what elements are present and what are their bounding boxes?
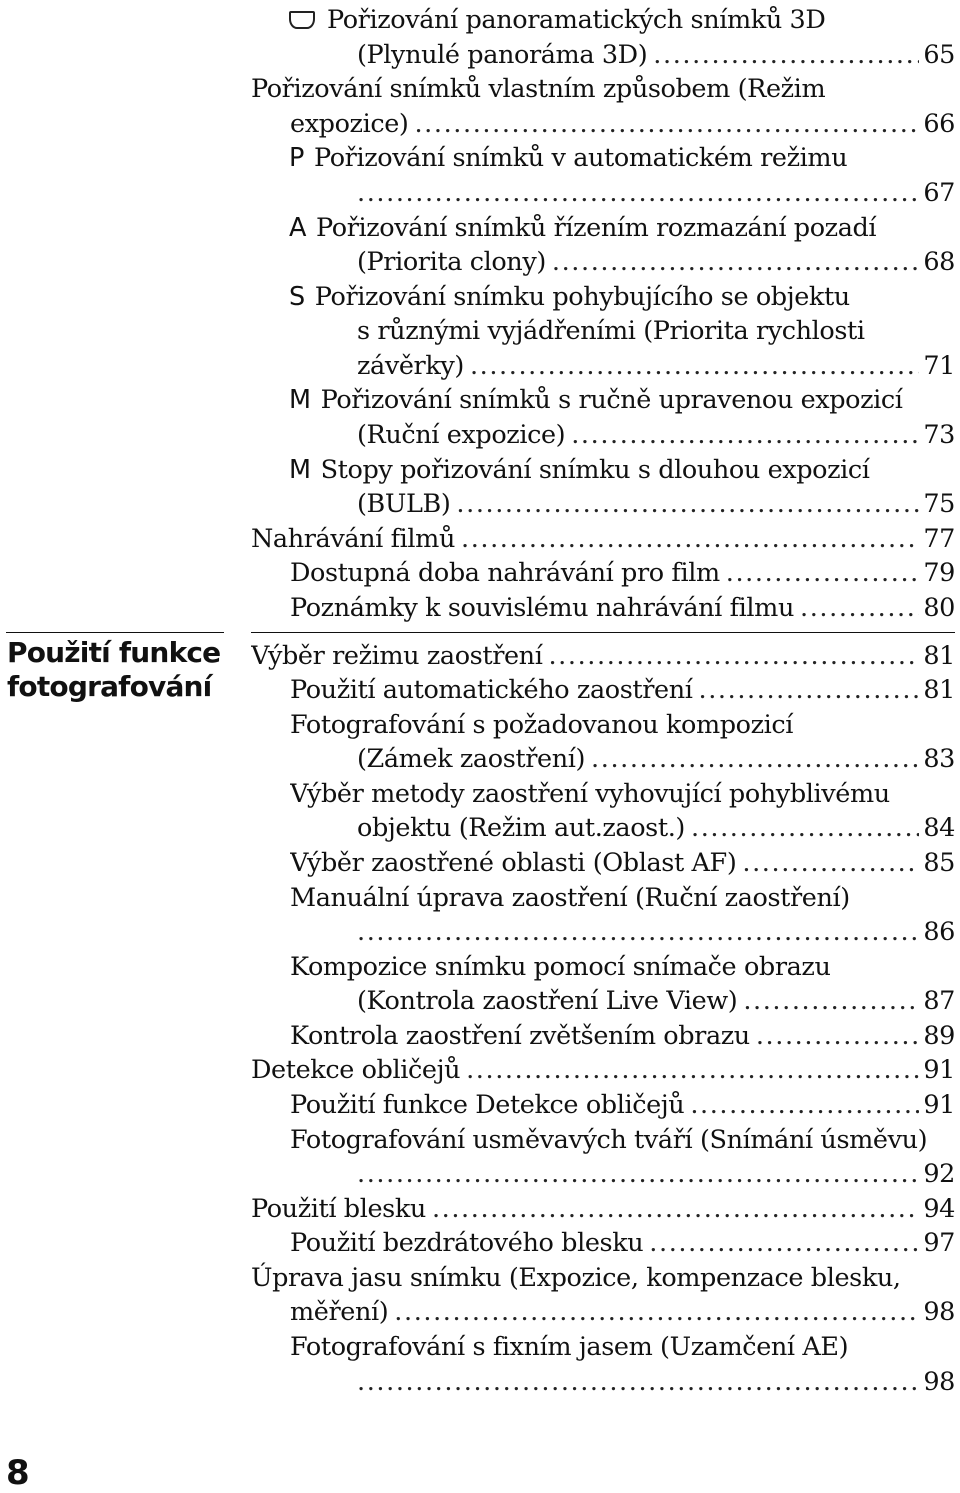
toc-page-number: 80: [923, 592, 955, 623]
toc-entry: [357, 348, 955, 383]
page-number: 8: [6, 1453, 30, 1493]
dot-leader: [357, 917, 919, 947]
dot-leader: [756, 1021, 920, 1051]
toc-entry-title: Pořizování snímku pohybujícího se objektu: [314, 281, 850, 312]
toc-entry: [357, 244, 955, 279]
toc-entry: [357, 741, 955, 776]
toc-entry: [290, 555, 955, 590]
toc-entry-title: Detekce obličejů: [251, 1054, 461, 1085]
toc-entry: [357, 810, 955, 845]
toc-page-number: 81: [923, 674, 955, 705]
toc-entry: [251, 1260, 955, 1295]
toc-entry: [357, 1156, 955, 1191]
toc-entry-title: Použití funkce Detekce obličejů: [290, 1089, 685, 1120]
toc-entry: [290, 949, 955, 984]
toc-entry-title: objektu (Režim aut.zaost.): [357, 812, 685, 843]
toc-entry-title: Kompozice snímku pomocí snímače obrazu: [290, 951, 831, 982]
toc-entry: [289, 279, 955, 314]
dot-leader: [456, 489, 919, 519]
toc-page-number: 98: [923, 1366, 955, 1397]
toc-page-number: 66: [923, 108, 955, 139]
toc-page-number: 85: [923, 847, 955, 878]
toc-entry-title: Pořizování snímků v automatickém režimu: [313, 142, 848, 173]
dot-leader: [591, 744, 919, 774]
toc-page-number: 94: [923, 1193, 955, 1224]
toc-page-number: 79: [923, 557, 955, 588]
toc-entry-title: s různými vyjádřeními (Priorita rychlosti: [357, 315, 865, 346]
toc-entry: [357, 983, 955, 1018]
dot-leader: [726, 558, 920, 588]
toc-entry: [289, 382, 955, 417]
toc-entry: [251, 521, 955, 556]
dot-leader: [548, 641, 919, 671]
toc-entry: [289, 210, 955, 245]
toc-entry: [290, 845, 955, 880]
toc-page-number: 98: [923, 1296, 955, 1327]
toc-entry: [290, 1329, 955, 1364]
toc-page-number: 81: [923, 640, 955, 671]
toc-entry: [357, 486, 955, 521]
toc-entry: [251, 71, 955, 106]
toc-entry-title: závěrky): [357, 350, 464, 381]
toc-page-number: 73: [923, 419, 955, 450]
toc-entry-title: Fotografování s fixním jasem (Uzamčení AE): [290, 1331, 849, 1362]
section-title-line: fotografování: [7, 670, 212, 703]
dot-leader: [432, 1194, 919, 1224]
mode-mark: M: [289, 454, 311, 485]
toc-entry: [357, 1364, 955, 1399]
toc-entry-title: Výběr metody zaostření vyhovující pohyblivému: [290, 778, 890, 809]
dot-leader: [414, 109, 919, 139]
toc-entry-title: Použití automatického zaostření: [290, 674, 693, 705]
toc-entry-title: (Plynulé panoráma 3D): [357, 39, 648, 70]
dot-leader: [357, 1159, 919, 1189]
toc-entry: [290, 1122, 955, 1157]
mode-mark: P: [289, 142, 304, 173]
toc-page-number: 87: [923, 985, 955, 1016]
toc-entry: [290, 776, 955, 811]
toc-entry-title: (Kontrola zaostření Live View): [357, 985, 738, 1016]
toc-entry: [290, 106, 955, 141]
dot-leader: [552, 247, 919, 277]
toc-entry-title: Pořizování snímků s ručně upravenou expozicí: [320, 384, 903, 415]
toc-entry-title: Nahrávání filmů: [251, 523, 455, 554]
dot-leader: [691, 813, 919, 843]
section-title-line: Použití funkce: [7, 636, 221, 669]
dot-leader: [461, 524, 919, 554]
section-divider: [251, 632, 955, 633]
toc-entry: [290, 672, 955, 707]
dot-leader: [742, 848, 919, 878]
mode-mark: A: [289, 212, 307, 243]
toc-entry-title: Fotografování usměvavých tváří (Snímání úsměvu): [290, 1124, 928, 1155]
dot-leader: [571, 420, 919, 450]
dot-leader: [699, 675, 920, 705]
toc-entry: [290, 880, 955, 915]
toc-entry-title: Pořizování snímků řízením rozmazání pozadí: [316, 212, 877, 243]
section-title: [7, 636, 237, 704]
toc-entry: [357, 914, 955, 949]
dot-leader: [653, 40, 919, 70]
dot-leader: [357, 1367, 919, 1397]
toc-entry-title: (Zámek zaostření): [357, 743, 586, 774]
dot-leader: [394, 1297, 919, 1327]
toc-entry-title: Výběr zaostřené oblasti (Oblast AF): [290, 847, 737, 878]
toc-entry-title: Stopy pořizování snímku s dlouhou expozicí: [320, 454, 870, 485]
toc-entry: [289, 140, 955, 175]
toc-page-number: 67: [923, 177, 955, 208]
panorama-3d-icon: [289, 11, 315, 29]
toc-entry: [357, 313, 955, 348]
dot-leader: [649, 1228, 919, 1258]
section-divider: [6, 632, 224, 633]
toc-entry: [251, 638, 955, 673]
dot-leader: [690, 1090, 919, 1120]
toc-page-number: 68: [923, 246, 955, 277]
toc-page-number: 86: [923, 916, 955, 947]
toc-entry: [251, 1052, 955, 1087]
toc-entry: [251, 1191, 955, 1226]
toc-entry: [357, 417, 955, 452]
toc-entry-title: (Priorita clony): [357, 246, 546, 277]
toc-entry: [290, 1018, 955, 1053]
toc-entry-title: měření): [290, 1296, 389, 1327]
toc-entry-title: expozice): [290, 108, 409, 139]
dot-leader: [357, 178, 919, 208]
toc-entry: [357, 37, 955, 72]
toc-entry-title: (BULB): [357, 488, 451, 519]
toc-entry-title: Pořizování snímků vlastním způsobem (Režim: [251, 73, 826, 104]
toc-page-number: 83: [923, 743, 955, 774]
toc-entry: [290, 1294, 955, 1329]
toc-page-number: 71: [923, 350, 955, 381]
mode-mark: S: [289, 281, 305, 312]
toc-entry-title: (Ruční expozice): [357, 419, 566, 450]
mode-mark: M: [289, 384, 311, 415]
toc-page-number: 77: [923, 523, 955, 554]
toc-entry: [290, 707, 955, 742]
toc-page-number: 75: [923, 488, 955, 519]
toc-entry-title: Fotografování s požadovanou kompozicí: [290, 709, 794, 740]
toc-page-number: 92: [923, 1158, 955, 1189]
toc-entry: [289, 452, 955, 487]
toc-entry-title: Použití bezdrátového blesku: [290, 1227, 644, 1258]
toc-entry-title: Poznámky k souvislému nahrávání filmu: [290, 592, 794, 623]
toc-entry-title: Kontrola zaostření zvětšením obrazu: [290, 1020, 750, 1051]
toc-entry: [289, 2, 955, 37]
toc-entry: [290, 590, 955, 625]
toc-entry-title: Výběr režimu zaostření: [251, 640, 543, 671]
toc-page-number: 65: [923, 39, 955, 70]
toc-page-number: 89: [923, 1020, 955, 1051]
dot-leader: [800, 593, 919, 623]
toc-page-number: 91: [923, 1054, 955, 1085]
toc-entry-title: Manuální úprava zaostření (Ruční zaostření): [290, 882, 850, 913]
toc-entry-title: Úprava jasu snímku (Expozice, kompenzace blesku,: [251, 1262, 901, 1293]
dot-leader: [743, 986, 919, 1016]
toc-entry: [290, 1087, 955, 1122]
toc-page-number: 97: [923, 1227, 955, 1258]
dot-leader: [470, 351, 919, 381]
toc-entry-title: Pořizování panoramatických snímků 3D: [327, 4, 826, 35]
dot-leader: [466, 1055, 919, 1085]
toc-entry-title: Dostupná doba nahrávání pro film: [290, 557, 720, 588]
toc-entry: [290, 1225, 955, 1260]
toc-page-number: 91: [923, 1089, 955, 1120]
toc-page-number: 84: [923, 812, 955, 843]
toc-entry: [357, 175, 955, 210]
toc-entry-title: Použití blesku: [251, 1193, 426, 1224]
